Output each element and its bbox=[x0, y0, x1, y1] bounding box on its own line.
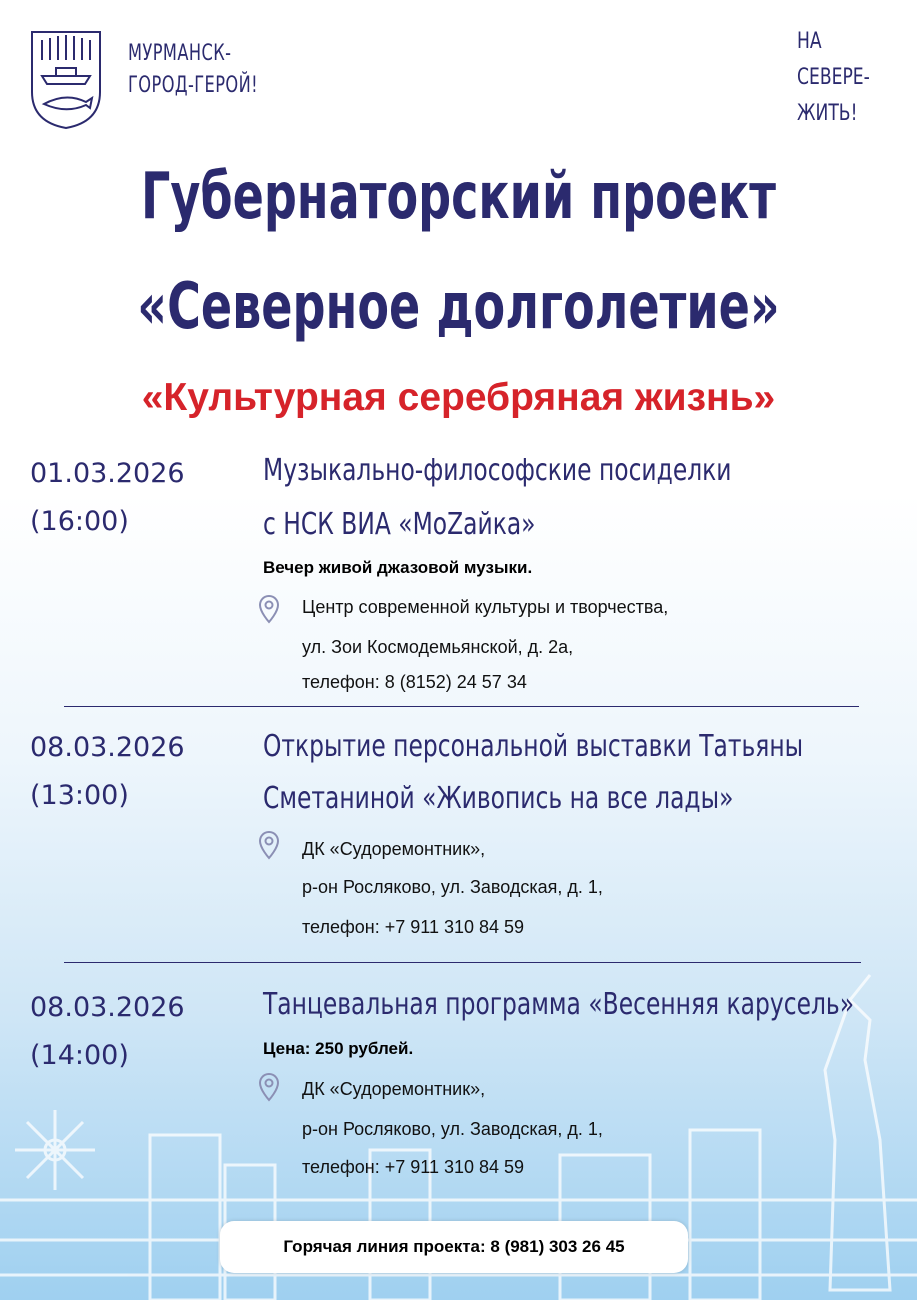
event-address: р-он Росляково, ул. Заводская, д. 1, bbox=[302, 877, 603, 897]
event-date: 01.03.2026 bbox=[30, 458, 185, 489]
location-pin-icon bbox=[258, 594, 280, 624]
event-time: (13:00) bbox=[30, 780, 129, 811]
event-address: ДК «Судоремонтник», bbox=[302, 1079, 486, 1099]
event-address: Центр современной культуры и творчества, bbox=[302, 597, 669, 617]
event-title: Танцевальная программа «Весенняя карусель» bbox=[263, 987, 855, 1022]
city-motto-line: ГОРОД-ГЕРОЙ! bbox=[128, 73, 259, 98]
event-time: (14:00) bbox=[30, 1040, 129, 1071]
city-motto-line: МУРМАНСК- bbox=[128, 41, 232, 66]
event-address: ул. Зои Космодемьянской, д. 2а, bbox=[302, 637, 574, 657]
hotline-banner: Горячая линия проекта: 8 (981) 303 26 45 bbox=[220, 1221, 688, 1273]
event-note: Вечер живой джазовой музыки. bbox=[263, 558, 533, 577]
north-motto bbox=[797, 24, 870, 132]
project-name: «Северное долголетие» bbox=[137, 270, 780, 344]
north-motto-line: СЕВЕРЕ- bbox=[797, 65, 870, 90]
north-motto-line: ЖИТЬ! bbox=[797, 101, 858, 126]
location-pin-icon bbox=[258, 830, 280, 860]
city-motto bbox=[128, 38, 258, 102]
event-title: Сметаниной «Живопись на все лады» bbox=[263, 781, 734, 816]
snowflake-icon bbox=[15, 1110, 95, 1190]
event-date: 08.03.2026 bbox=[30, 992, 185, 1023]
event-date: 08.03.2026 bbox=[30, 732, 185, 763]
location-pin-icon bbox=[258, 1072, 280, 1102]
event-phone: телефон: 8 (8152) 24 57 34 bbox=[302, 672, 527, 692]
event-title: Музыкально-философские посиделки bbox=[263, 453, 732, 488]
project-title: Губернаторский проект bbox=[140, 160, 777, 234]
city-crest-icon bbox=[30, 30, 102, 130]
event-title: Открытие персональной выставки Татьяны bbox=[263, 729, 804, 764]
event-address: ДК «Судоремонтник», bbox=[302, 839, 486, 859]
event-address: р-он Росляково, ул. Заводская, д. 1, bbox=[302, 1119, 603, 1139]
event-time: (16:00) bbox=[30, 506, 129, 537]
divider bbox=[64, 706, 859, 707]
north-motto-line: НА bbox=[797, 29, 822, 54]
program-subtitle: «Культурная серебряная жизнь» bbox=[141, 376, 776, 419]
event-note: Цена: 250 рублей. bbox=[263, 1039, 414, 1058]
event-title: с НСК ВИА «MoZайка» bbox=[263, 507, 536, 542]
divider bbox=[64, 962, 861, 963]
event-phone: телефон: +7 911 310 84 59 bbox=[302, 1157, 525, 1177]
event-phone: телефон: +7 911 310 84 59 bbox=[302, 917, 525, 937]
